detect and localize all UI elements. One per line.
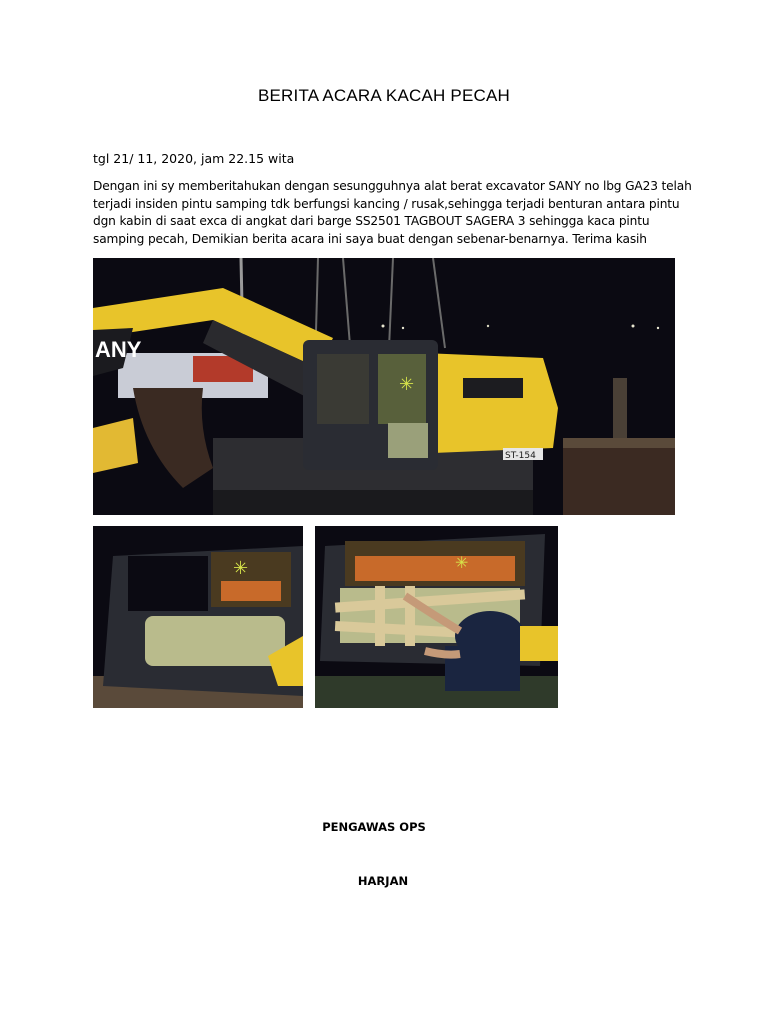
paragraph-line: terjadi insiden pintu samping tdk berfungsi kancing / rusak,sehingga terjadi benturan antara pintu: [93, 196, 680, 211]
broken-door-photo: [93, 526, 303, 708]
svg-text:✳: ✳: [399, 374, 415, 395]
paragraph-line: samping pecah, Demikian berita acara ini saya buat dengan sebenar-benarnya. Terima kasih: [93, 231, 647, 246]
tape-repair-illustration: [315, 526, 558, 708]
excavator-lift-illustration: [93, 258, 675, 515]
unit-plate-text: ST-154: [505, 451, 536, 461]
report-paragraph: [93, 178, 693, 248]
excavator-lift-photo: [93, 258, 675, 515]
broken-door-illustration: [93, 526, 303, 708]
signature-role: PENGAWAS OPS: [322, 820, 426, 834]
svg-text:✳: ✳: [233, 558, 249, 579]
tape-repair-photo: [315, 526, 558, 708]
paragraph-line: Dengan ini sy memberitahukan dengan sesungguhnya alat berat excavator SANY no lbg GA23 telah: [93, 179, 692, 193]
signature-name: HARJAN: [357, 874, 409, 888]
paragraph-line: dgn kabin di saat exca di angkat dari barge SS2501 TAGBOUT SAGERA 3 sehingga kaca pintu: [93, 214, 650, 228]
document-title: BERITA ACARA KACAH PECAH: [257, 86, 510, 105]
date-line: tgl 21/ 11, 2020, jam 22.15 wita: [93, 151, 295, 166]
svg-text:✳: ✳: [455, 553, 469, 572]
boom-brand-text: ANY: [95, 337, 142, 362]
